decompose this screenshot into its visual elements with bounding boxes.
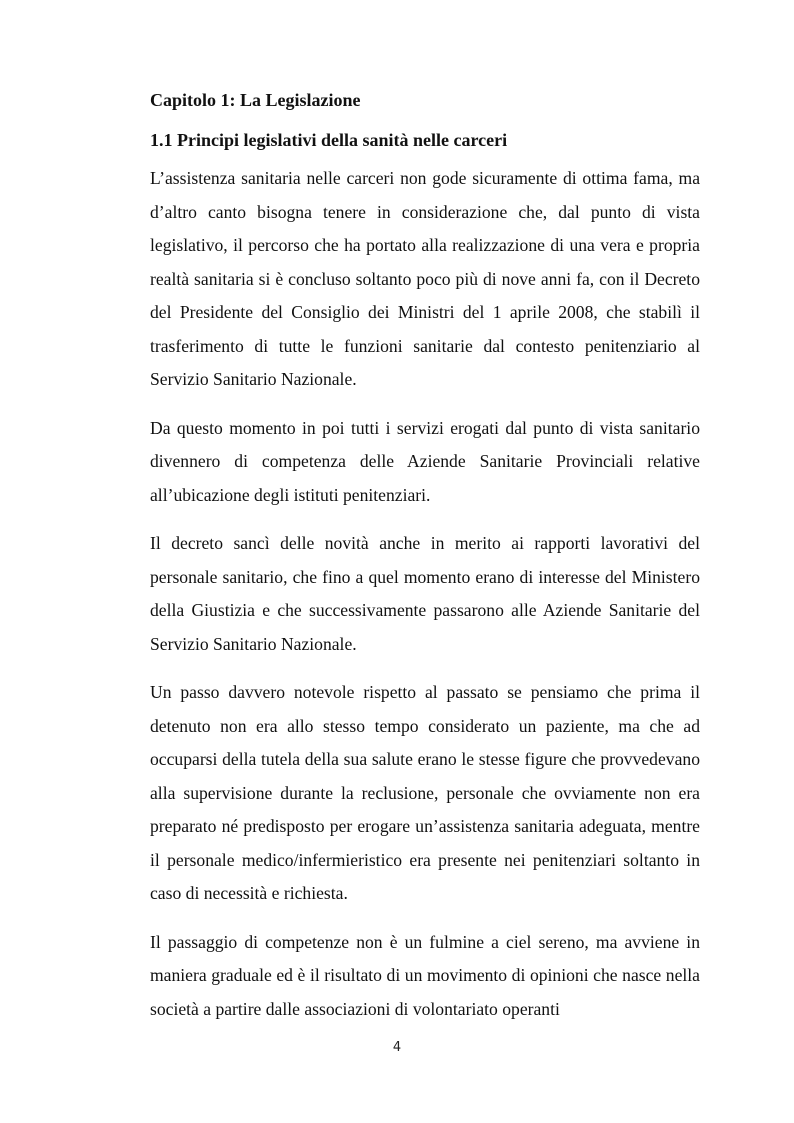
chapter-title: Capitolo 1: La Legislazione bbox=[150, 90, 361, 110]
section-title: 1.1 Principi legislativi della sanità nelle carceri bbox=[150, 130, 508, 150]
paragraph: Il decreto sancì delle novità anche in merito ai rapporti lavorativi del personale sanitario, che fino a quel momento erano di interesse del Ministero della Giustizia e che successivamente passarono alle Aziende Sanitarie del Servizio Sanitario Nazionale. bbox=[150, 533, 700, 654]
paragraph: L’assistenza sanitaria nelle carceri non gode sicuramente di ottima fama, ma d’altro canto bisogna tenere in considerazione che, dal punto di vista legislativo, il percorso che ha portato alla realizzazione di una vera e propria realtà sanitaria si è concluso soltanto poco più di nove anni fa, con il Decreto del Presidente del Consiglio dei Ministri del 1 aprile 2008, che stabilì il trasferimento di tutte le funzioni sanitarie dal contesto penitenziario al Servizio Sanitario Nazionale. bbox=[150, 168, 700, 389]
paragraph: Il passaggio di competenze non è un fulmine a ciel sereno, ma avviene in maniera graduale ed è il risultato di un movimento di opinioni che nasce nella società a partire dalle associazioni di volontariato operanti bbox=[150, 931, 700, 1019]
paragraph: Un passo davvero notevole rispetto al passato se pensiamo che prima il detenuto non era allo stesso tempo considerato un paziente, ma che ad occuparsi della tutela della sua salute erano le stesse figure che provvedevano alla supervisione durante la reclusione, personale che ovviamente non era preparato né predisposto per erogare un’assistenza sanitaria adeguata, mentre il personale medico/infermieristico era presente nei penitenziari soltanto in caso di necessità e richiesta. bbox=[150, 682, 700, 903]
page-number: 4 bbox=[392, 1040, 402, 1055]
paragraph: Da questo momento in poi tutti i servizi erogati dal punto di vista sanitario divennero di competenza delle Aziende Sanitarie Provinciali relative all’ubicazione degli istituti penitenziari. bbox=[150, 417, 700, 505]
document-page bbox=[150, 88, 700, 1041]
